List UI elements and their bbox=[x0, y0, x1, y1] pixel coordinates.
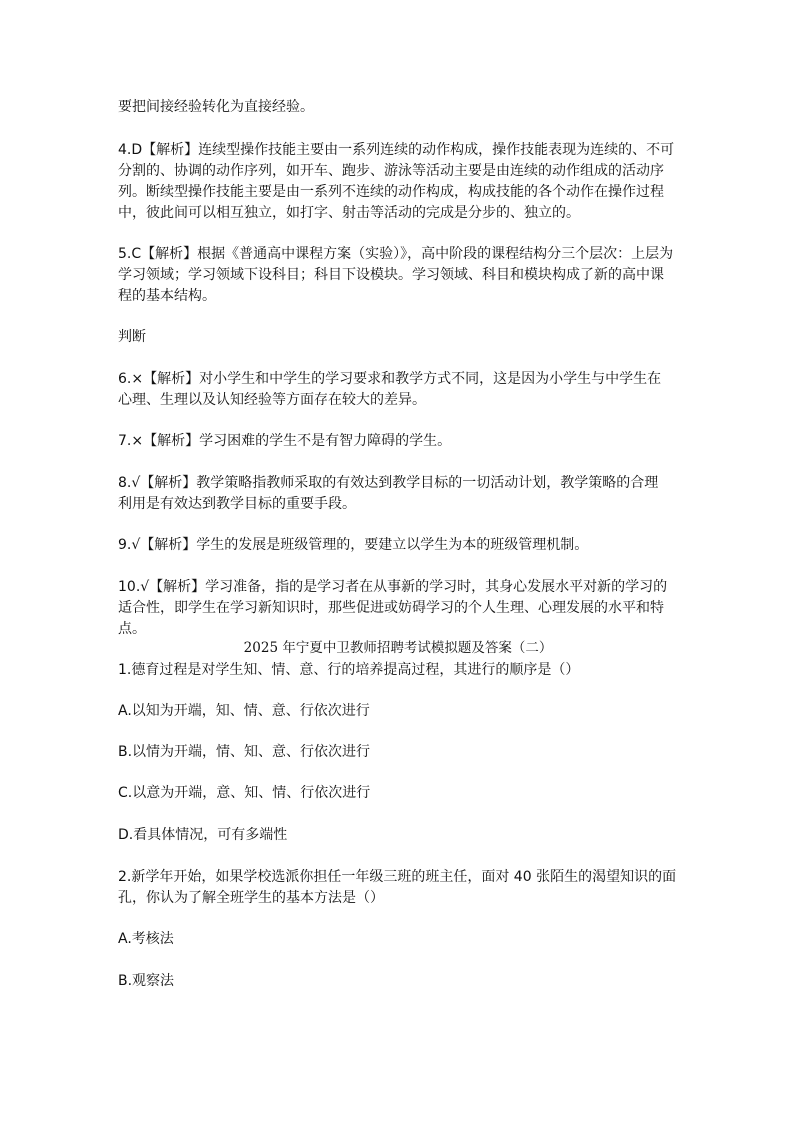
text-line: 适合性，即学生在学习新知识时，那些促进或妨碍学习的个人生理、心理发展的水平和特 bbox=[118, 600, 664, 616]
text-line: 中，彼此间可以相互独立，如打字、射击等活动的完成是分步的、独立的。 bbox=[118, 205, 580, 221]
text-line: B.观察法 bbox=[118, 973, 175, 989]
text-line: 分割的、协调的动作序列，如开车、跑步、游泳等活动主要是由连续的动作组成的活动序 bbox=[118, 163, 664, 179]
q1-option-b bbox=[118, 742, 688, 763]
text-line: 8.√【解析】教学策略指教师采取的有效达到教学目标的一切活动计划，教学策略的合理 bbox=[118, 475, 659, 491]
answer-10 bbox=[118, 577, 688, 640]
text-line: C.以意为开端，意、知、情、行依次进行 bbox=[118, 785, 371, 801]
answer-7 bbox=[118, 431, 688, 452]
answer-8 bbox=[118, 473, 688, 515]
q2-option-a bbox=[118, 929, 688, 950]
text-line: D.看具体情况，可有多端性 bbox=[118, 827, 288, 843]
text-line: 6.×【解析】对小学生和中学生的学习要求和教学方式不同，这是因为小学生与中学生在 bbox=[118, 371, 662, 387]
p-intro-tail bbox=[118, 97, 688, 118]
text-line: 孔，你认为了解全班学生的基本方法是（） bbox=[118, 890, 384, 906]
q1-option-a bbox=[118, 701, 688, 722]
text-line: 判断 bbox=[118, 329, 146, 345]
text-line: A.以知为开端，知、情、意、行依次进行 bbox=[118, 703, 370, 719]
question-1 bbox=[118, 660, 688, 681]
text-line: 点。 bbox=[118, 621, 146, 637]
text-line: 利用是有效达到教学目标的重要手段。 bbox=[118, 496, 356, 512]
text-line: 列。断续型操作技能主要是由一系列不连续的动作构成，构成技能的各个动作在操作过程 bbox=[118, 184, 664, 200]
text-line: 学习领域；学习领域下设科目；科目下设模块。学习领域、科目和模块构成了新的高中课 bbox=[118, 267, 664, 283]
section-title: 2025 年宁夏中卫教师招聘考试模拟题及答案（二） bbox=[243, 640, 553, 656]
text-line: 5.C【解析】根据《普通高中课程方案（实验）》，高中阶段的课程结构分三个层次：上层为 bbox=[118, 246, 674, 262]
text-line: B.以情为开端，情、知、意、行依次进行 bbox=[118, 744, 371, 760]
answer-9 bbox=[118, 535, 688, 556]
text-line: 要把间接经验转化为直接经验。 bbox=[118, 99, 314, 115]
text-line: 2.新学年开始，如果学校选派你担任一年级三班的班主任，面对 40 张陌生的渴望知识的面 bbox=[118, 869, 677, 885]
answer-5 bbox=[118, 244, 688, 307]
text-line: 4.D【解析】连续型操作技能主要由一系列连续的动作构成，操作技能表现为连续的、不可 bbox=[118, 142, 675, 158]
section-judgement bbox=[118, 327, 688, 348]
q1-option-c bbox=[118, 783, 688, 804]
text-line: 程的基本结构。 bbox=[118, 288, 216, 304]
answer-4 bbox=[118, 140, 688, 224]
answer-6 bbox=[118, 369, 688, 411]
text-line: 7.×【解析】学习困难的学生不是有智力障碍的学生。 bbox=[118, 433, 452, 449]
q2-option-b bbox=[118, 971, 688, 992]
text-line: 心理、生理以及认知经验等方面存在较大的差异。 bbox=[118, 392, 426, 408]
q1-option-d bbox=[118, 825, 688, 846]
text-line: 9.√【解析】学生的发展是班级管理的，要建立以学生为本的班级管理机制。 bbox=[118, 537, 589, 553]
text-line: A.考核法 bbox=[118, 931, 174, 947]
text-line: 1.德育过程是对学生知、情、意、行的培养提高过程，其进行的顺序是（） bbox=[118, 662, 580, 678]
text-line: 10.√【解析】学习准备，指的是学习者在从事新的学习时，其身心发展水平对新的学习的 bbox=[118, 579, 668, 595]
question-2 bbox=[118, 867, 688, 909]
